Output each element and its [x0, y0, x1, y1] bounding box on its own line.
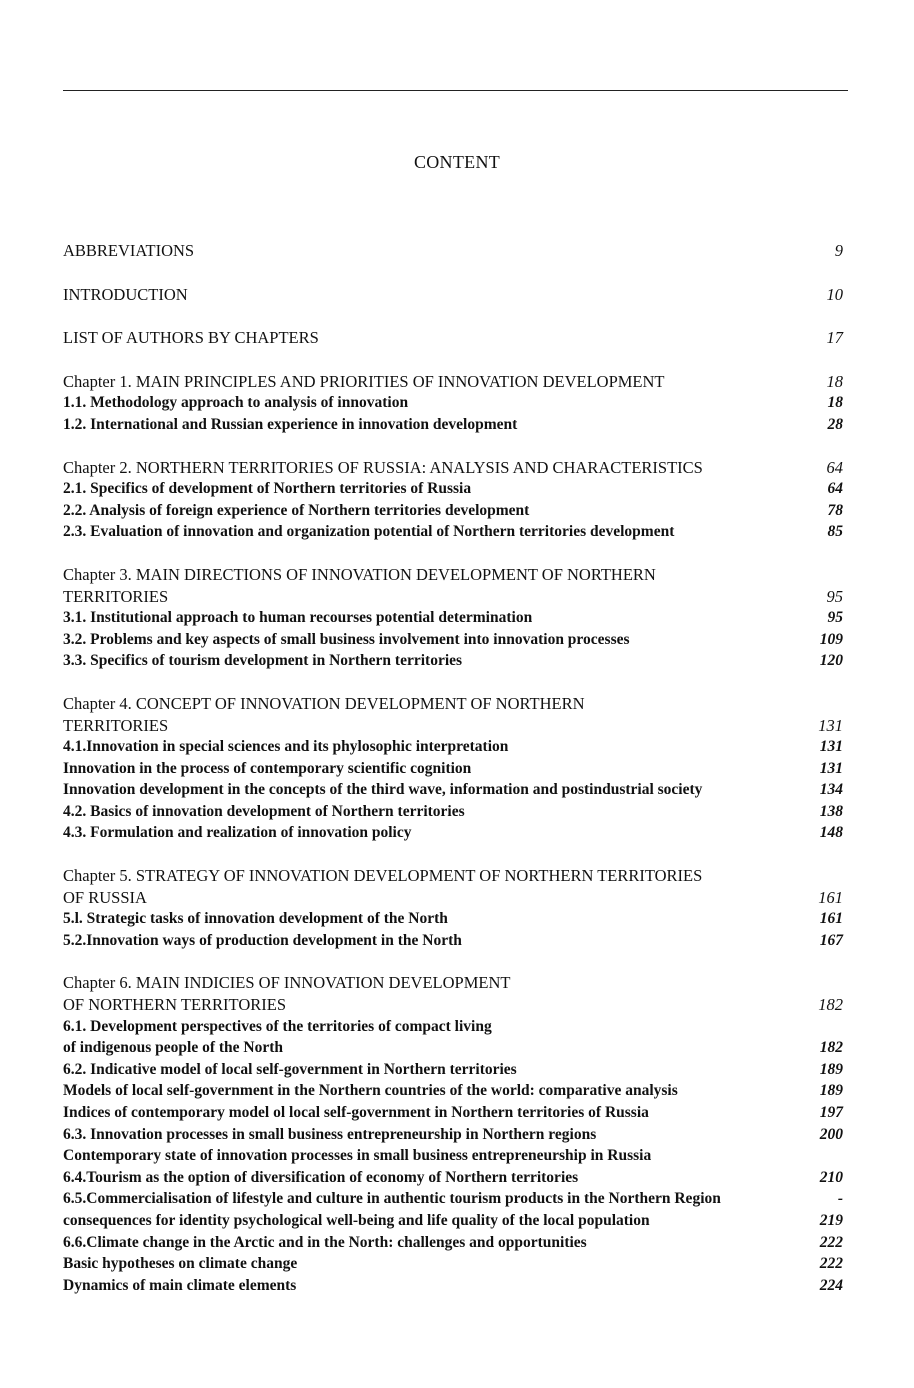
toc-entry-text: Innovation development in the concepts of the third wave, information and postindustrial society: [63, 781, 703, 799]
toc-entry-text: 1.2. International and Russian experience in innovation development: [63, 415, 518, 433]
toc-page-number: 222: [819, 1255, 843, 1273]
table-of-contents: [63, 240, 843, 1296]
toc-page-number: 138: [819, 802, 843, 820]
section-entry: [63, 1080, 843, 1102]
toc-page-number: -: [837, 1190, 843, 1208]
toc-entry-text: 2.3. Evaluation of innovation and organization potential of Northern territories development: [63, 523, 675, 541]
toc-entry-text: Chapter 3. MAIN DIRECTIONS OF INNOVATION DEVELOPMENT OF NORTHERN: [63, 564, 656, 584]
chapter-heading: [63, 715, 843, 737]
toc-page-number: 9: [834, 241, 843, 260]
toc-entry-text: Dynamics of main climate elements: [63, 1276, 297, 1294]
toc-page-number: 17: [826, 328, 843, 348]
toc-page-number: 131: [819, 759, 843, 777]
toc-page-number: 85: [827, 523, 843, 541]
toc-page-number: 95: [827, 609, 843, 627]
spacer: [63, 951, 843, 972]
section-entry: [63, 822, 843, 844]
toc-page-number: 200: [819, 1125, 843, 1143]
section-entry: [63, 1102, 843, 1124]
spacer: [63, 262, 843, 284]
toc-entry-text: 6.3. Innovation processes in small business entrepreneurship in Northern regions: [63, 1125, 597, 1143]
toc-entry-text: 1.1. Methodology approach to analysis of innovation: [63, 394, 409, 412]
section-entry: [63, 478, 843, 500]
section-entry: [63, 414, 843, 436]
section-entry: [63, 1124, 843, 1146]
section-entry: [63, 650, 843, 672]
toc-entry-text: 4.3. Formulation and realization of innovation policy: [63, 824, 412, 842]
toc-page-number: 148: [819, 824, 843, 842]
toc-page-number: 161: [818, 887, 843, 907]
chapter-heading: [63, 457, 843, 479]
section-entry: [63, 1167, 843, 1189]
chapter-heading: [63, 586, 843, 608]
toc-entry-text: OF RUSSIA: [63, 887, 147, 907]
section-entry: [63, 1232, 843, 1254]
section-entry: [63, 1059, 843, 1081]
toc-entry-text: 3.1. Institutional approach to human recourses potential determination: [63, 609, 533, 627]
toc-entry-text: 6.5.Commercialisation of lifestyle and culture in authentic tourism products in the Northern Region: [63, 1190, 721, 1208]
toc-page-number: 224: [819, 1276, 843, 1294]
section-entry: [63, 1188, 843, 1210]
toc-page-number: 219: [819, 1211, 843, 1229]
toc-entry-text: ABBREVIATIONS: [63, 241, 195, 260]
spacer: [63, 543, 843, 564]
page-title: CONTENT: [413, 152, 501, 172]
toc-entry-text: 6.1. Development perspectives of the territories of compact living: [63, 1017, 492, 1035]
section-entry: [63, 521, 843, 543]
toc-page-number: 18: [827, 394, 843, 412]
front-matter-entry: [63, 240, 843, 262]
section-entry: [63, 500, 843, 522]
section-entry: [63, 1037, 843, 1059]
toc-entry-text: Chapter 1. MAIN PRINCIPLES AND PRIORITIES OF INNOVATION DEVELOPMENT: [63, 371, 665, 391]
toc-entry-text: consequences for identity psychological well-being and life quality of the local population: [63, 1211, 650, 1229]
section-entry: [63, 908, 843, 930]
spacer: [63, 349, 843, 371]
toc-page-number: 182: [819, 1039, 843, 1057]
toc-page-number: 161: [819, 910, 843, 928]
chapter-heading: [63, 994, 843, 1016]
section-entry: [63, 758, 843, 780]
toc-page-number: 120: [819, 652, 843, 670]
toc-entry-text: 6.6.Climate change in the Arctic and in the North: challenges and opportunities: [63, 1233, 587, 1251]
section-entry: [63, 801, 843, 823]
toc-entry-text: 6.2. Indicative model of local self-government in Northern territories: [63, 1060, 517, 1078]
toc-page-number: 64: [827, 480, 843, 498]
section-entry: [63, 1253, 843, 1275]
front-matter-entry: [63, 327, 843, 349]
toc-entry-text: 3.2. Problems and key aspects of small business involvement into innovation processes: [63, 630, 630, 648]
toc-entry-text: OF NORTHERN TERRITORIES: [63, 995, 286, 1015]
top-rule: [63, 90, 848, 91]
toc-entry-text: Indices of contemporary model ol local self-government in Northern territories of Russia: [63, 1104, 649, 1121]
toc-entry-text: of indigenous people of the North: [63, 1039, 284, 1057]
chapter-heading: [63, 972, 843, 994]
toc-page-number: 182: [818, 995, 843, 1015]
section-entry: [63, 629, 843, 651]
spacer: [63, 844, 843, 865]
toc-entry-text: 5.l. Strategic tasks of innovation development of the North: [63, 910, 448, 928]
toc-entry-text: Chapter 5. STRATEGY OF INNOVATION DEVELOPMENT OF NORTHERN TERRITORIES: [63, 866, 703, 886]
toc-page-number: 210: [819, 1168, 843, 1186]
toc-entry-text: Models of local self-government in the Northern countries of the world: comparative analysis: [63, 1082, 678, 1100]
toc-entry-text: 2.1. Specifics of development of Northern territories of Russia: [63, 480, 472, 498]
toc-page-number: 222: [819, 1233, 843, 1251]
section-entry: [63, 930, 843, 952]
toc-entry-text: 2.2. Analysis of foreign experience of Northern territories development: [63, 501, 530, 519]
spacer: [63, 672, 843, 693]
spacer: [63, 436, 843, 457]
section-entry: [63, 607, 843, 629]
spacer: [63, 305, 843, 327]
toc-page-number: 167: [819, 931, 843, 949]
chapter-heading: [63, 887, 843, 909]
toc-entry-text: Basic hypotheses on climate change: [63, 1255, 298, 1273]
chapter-heading: [63, 693, 843, 715]
toc-entry-text: 3.3. Specifics of tourism development in Northern territories: [63, 652, 463, 670]
front-matter-entry: [63, 284, 843, 306]
section-entry: [63, 1210, 843, 1232]
toc-entry-text: Innovation in the process of contemporary scientific cognition: [63, 759, 472, 777]
toc-page-number: 109: [819, 630, 843, 648]
toc-entry-text: TERRITORIES: [63, 715, 169, 735]
toc-page-number: 134: [819, 781, 843, 799]
section-entry: [63, 1275, 843, 1297]
chapter-heading: [63, 865, 843, 887]
chapter-heading: [63, 564, 843, 586]
toc-page-number: 189: [819, 1082, 843, 1100]
toc-entry-text: 4.1.Innovation in special sciences and its phylosophic interpretation: [63, 738, 509, 756]
chapter-heading: [63, 371, 843, 393]
toc-page-number: 189: [819, 1060, 843, 1078]
toc-entry-text: Contemporary state of innovation processes in small business entrepreneurship in Russia: [63, 1147, 652, 1165]
toc-page-number: 18: [826, 371, 843, 391]
section-entry: [63, 736, 843, 758]
toc-page-number: 28: [827, 415, 843, 433]
section-entry: [63, 1145, 843, 1167]
toc-page-number: 10: [826, 284, 843, 304]
toc-page-number: 197: [819, 1104, 843, 1121]
toc-entry-text: 4.2. Basics of innovation development of Northern territories: [63, 802, 465, 820]
toc-entry-text: Chapter 6. MAIN INDICIES OF INNOVATION DEVELOPMENT: [63, 973, 511, 993]
toc-page-number: 131: [818, 715, 843, 735]
section-entry: [63, 392, 843, 414]
toc-entry-text: TERRITORIES: [63, 586, 169, 606]
toc-entry-text: LIST OF AUTHORS BY CHAPTERS: [63, 328, 319, 348]
section-entry: [63, 1016, 843, 1038]
toc-page-number: 131: [819, 738, 843, 756]
toc-page-number: 78: [827, 501, 843, 519]
toc-entry-text: Chapter 2. NORTHERN TERRITORIES OF RUSSIA: ANALYSIS AND CHARACTERISTICS: [63, 457, 703, 477]
toc-entry-text: 6.4.Tourism as the option of diversification of economy of Northern territories: [63, 1168, 579, 1186]
toc-page-number: 64: [826, 457, 843, 477]
section-entry: [63, 779, 843, 801]
toc-entry-text: Chapter 4. CONCEPT OF INNOVATION DEVELOPMENT OF NORTHERN: [63, 693, 585, 713]
toc-page-number: 95: [826, 586, 843, 606]
toc-entry-text: INTRODUCTION: [63, 284, 188, 304]
toc-entry-text: 5.2.Innovation ways of production development in the North: [63, 931, 462, 949]
